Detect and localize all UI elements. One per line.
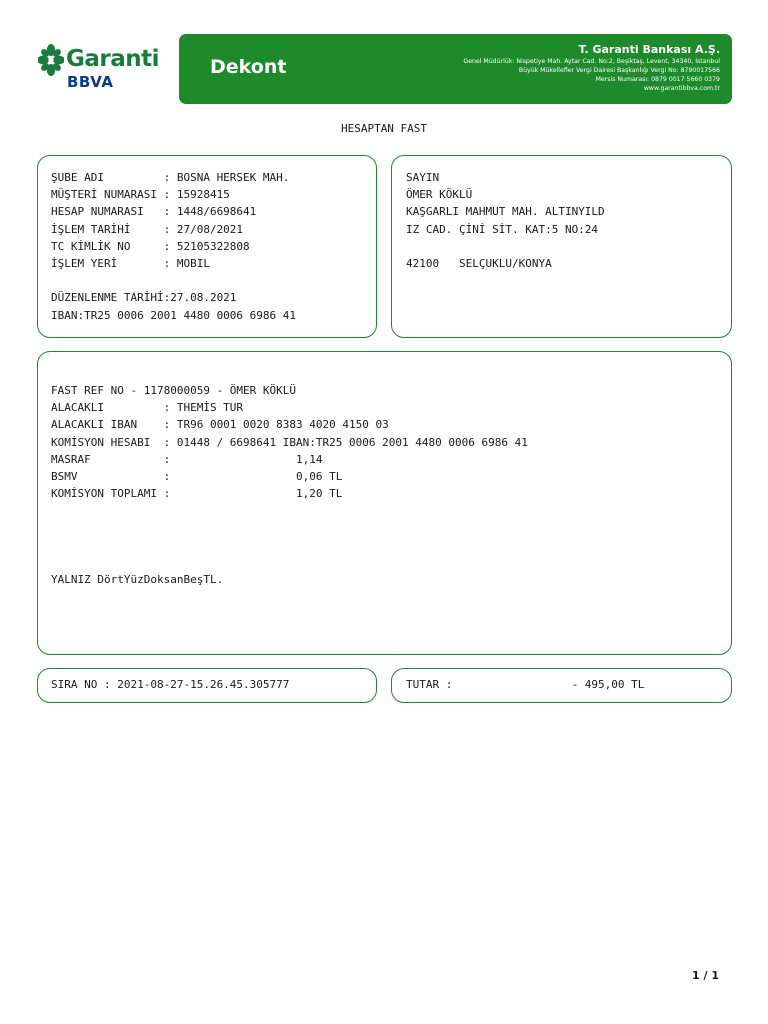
customer-address-box	[391, 155, 732, 338]
text-line: HESAP NUMARASI : 1448/6698641	[51, 205, 257, 219]
customer-address-lines	[406, 169, 605, 272]
bank-mersis-line: Mersis Numarası: 0879 0017 5660 0379	[595, 76, 720, 83]
transaction-heading: HESAPTAN FAST	[340, 122, 428, 135]
text-line	[51, 537, 528, 554]
text-line: MASRAF : 1,14	[51, 452, 323, 466]
garanti-bbva-logo	[38, 44, 158, 94]
bank-address-line: Genel Müdürlük: Nispetiye Mah. Aytar Cad. No:2, Beşiktaş, Levent, 34340, İstanbul	[463, 58, 720, 65]
text-line: IBAN:TR25 0006 2001 4480 0006 6986 41	[51, 308, 297, 322]
sequence-number: SIRA NO : 2021-08-27-15.26.45.305777	[51, 678, 290, 691]
text-line: KOMİSYON TOPLAMI : 1,20 TL	[51, 487, 343, 501]
branch-info-box	[37, 155, 377, 338]
text-line: BSMV : 0,06 TL	[51, 470, 343, 484]
text-line	[406, 238, 605, 255]
header-banner	[179, 34, 732, 104]
text-line: 42100 SELÇUKLU/KONYA	[406, 257, 552, 271]
text-line: ALACAKLI : THEMİS TUR	[51, 401, 244, 415]
amount-box	[391, 668, 732, 703]
text-line: SAYIN	[406, 171, 440, 184]
text-line: YALNIZ DörtYüzDoksanBeşTL.	[51, 573, 224, 587]
clover-logo-icon	[38, 44, 64, 76]
text-line	[51, 554, 528, 571]
text-line: İŞLEM YERİ : MOBIL	[51, 257, 210, 271]
logo-name: Garanti	[66, 46, 160, 72]
text-line: ALACAKLI IBAN : TR96 0001 0020 8383 4020 4150 03	[51, 418, 389, 432]
text-line: ÖMER KÖKLÜ	[406, 188, 473, 202]
sequence-number-box	[37, 668, 377, 703]
text-line	[51, 272, 296, 289]
text-line: İŞLEM TARİHİ : 27/08/2021	[51, 222, 244, 236]
text-line: KOMİSYON HESABI : 01448 / 6698641 IBAN:TR25 0006 2001 4480 0006 6986 41	[51, 435, 528, 449]
text-line: ŞUBE ADI : BOSNA HERSEK MAH.	[51, 171, 290, 184]
text-line: IZ CAD. ÇİNİ SİT. KAT:5 NO:24	[406, 222, 599, 236]
transfer-details-lines	[51, 382, 528, 588]
bank-name: T. Garanti Bankası A.Ş.	[578, 43, 720, 56]
text-line: FAST REF NO - 1178000059 - ÖMER KÖKLÜ	[51, 384, 297, 397]
transfer-details-box	[37, 351, 732, 655]
bank-tax-line: Büyük Mükellefler Vergi Dairesi Başkanlığı Vergi No: 8790017566	[518, 67, 720, 74]
bank-website-line: www.garantibbva.com.tr	[643, 85, 720, 92]
text-line: DÜZENLENME TARİHİ:27.08.2021	[51, 291, 237, 305]
text-line	[51, 520, 528, 537]
text-line	[51, 502, 528, 519]
text-line: KAŞGARLI MAHMUT MAH. ALTINYILD	[406, 205, 605, 219]
page-number: 1 / 1	[692, 969, 719, 982]
text-line: MÜŞTERİ NUMARASI : 15928415	[51, 188, 230, 202]
logo-sub: BBVA	[67, 73, 114, 91]
total-amount: TUTAR : - 495,00 TL	[406, 678, 645, 691]
bank-info	[463, 42, 720, 93]
document-title: Dekont	[210, 56, 287, 78]
text-line: TC KİMLİK NO : 52105322808	[51, 239, 250, 253]
branch-info-lines	[51, 169, 296, 324]
